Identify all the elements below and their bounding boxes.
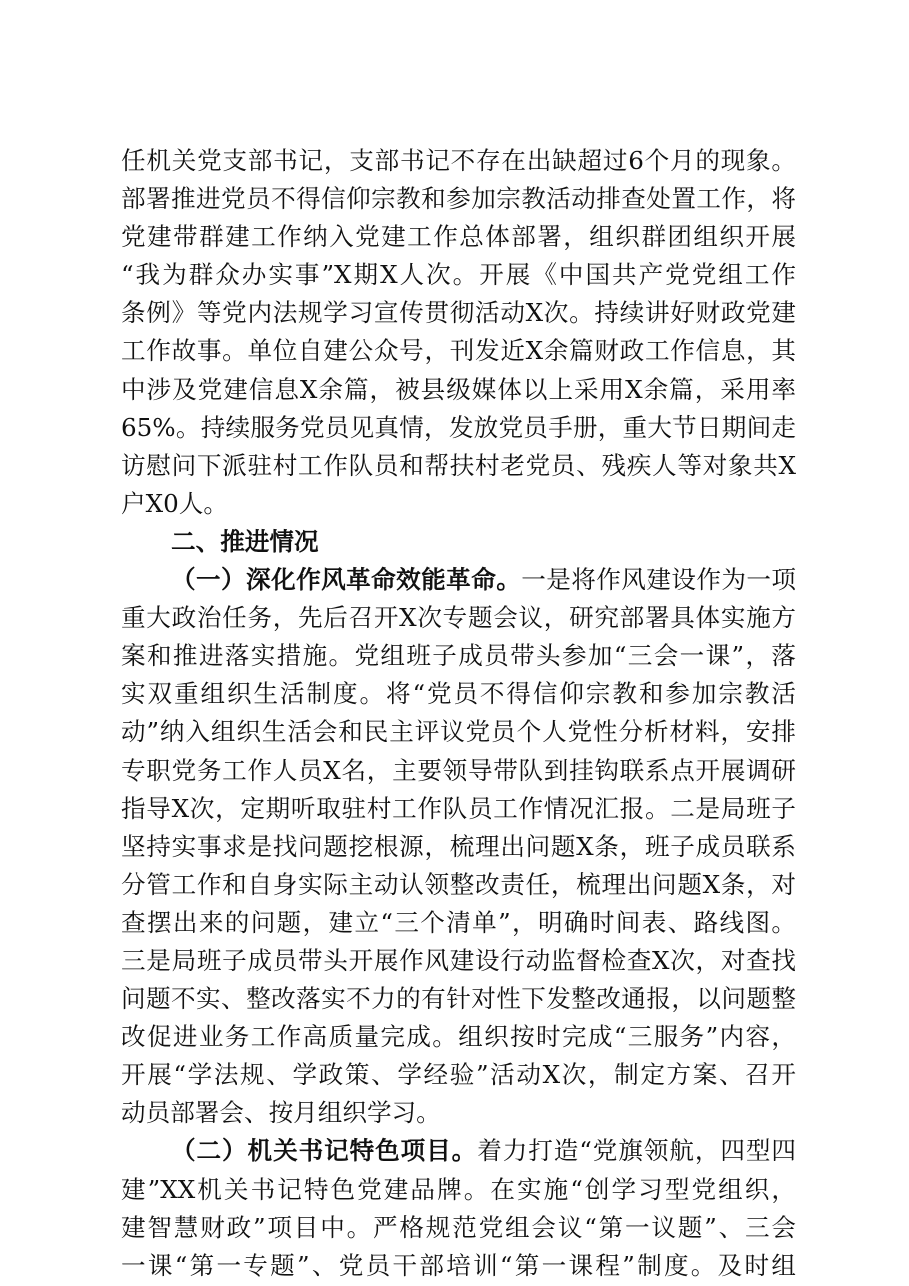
paragraph-first-line	[121, 561, 796, 599]
text-line: 任机关党支部书记，支部书记不存在出缺超过6个月的现象。	[121, 146, 796, 175]
text-line: “我为群众办实事”X期X人次。开展《中国共产党党组工作	[121, 260, 796, 290]
text-line: 重大政治任务，先后召开X次专题会议，研究部署具体实施方	[121, 603, 796, 633]
text-line: 动员部署会、按月组织学习。	[121, 1098, 441, 1128]
text-line: 分管工作和自身实际主动认领整改责任，梳理出问题X条，对	[121, 869, 796, 899]
text-line: 建”XX机关书记特色党建品牌。在实施“创学习型党组织，	[121, 1174, 796, 1204]
text-line: 中涉及党建信息X余篇，被县级媒体以上采用X余篇，采用率	[121, 374, 796, 404]
text-line: 查摆出来的问题，建立“三个清单”，明确时间表、路线图。	[121, 907, 796, 937]
text-line: 户X0人。	[121, 488, 228, 518]
subsection-title: （一）深化作风革命效能革命。	[171, 565, 522, 595]
paragraph-first-line	[121, 1132, 796, 1170]
text-line: 一课“第一专题”、党员干部培训“第一课程”制度。及时组	[121, 1250, 796, 1280]
text-line: 部署推进党员不得信仰宗教和参加宗教活动排查处置工作，将	[121, 184, 796, 214]
text-line: 建智慧财政”项目中。严格规范党组会议“第一议题”、三会	[121, 1212, 796, 1242]
document-body	[121, 142, 796, 1285]
text-run: 着力打造“党旗领航，四型四	[477, 1136, 796, 1166]
text-line: 指导X次，定期听取驻村工作队员工作情况汇报。二是局班子	[121, 793, 796, 823]
text-line: 问题不实、整改落实不力的有针对性下发整改通报，以问题整	[121, 984, 796, 1014]
text-line: 案和推进落实措施。党组班子成员带头参加“三会一课”，落	[121, 641, 796, 671]
text-line: 坚持实事求是找问题挖根源，梳理出问题X条，班子成员联系	[121, 831, 796, 861]
text-run: 一是将作风建设作为一项	[521, 565, 796, 595]
text-line: 专职党务工作人员X名，主要领导带队到挂钩联系点开展调研	[121, 755, 796, 785]
text-line: 开展“学法规、学政策、学经验”活动X次，制定方案、召开	[121, 1060, 796, 1090]
text-line: 65%。持续服务党员见真情，发放党员手册，重大节日期间走	[121, 412, 796, 442]
text-line: 改促进业务工作高质量完成。组织按时完成“三服务”内容，	[121, 1022, 796, 1052]
subsection-title: （二）机关书记特色项目。	[171, 1136, 478, 1166]
text-line: 动”纳入组织生活会和民主评议党员个人党性分析材料，安排	[121, 717, 796, 747]
text-line: 三是局班子成员带头开展作风建设行动监督检查X次，对查找	[121, 945, 796, 975]
text-line: 访慰问下派驻村工作队员和帮扶村老党员、残疾人等对象共X	[121, 450, 796, 480]
section-heading: 二、推进情况	[171, 526, 319, 556]
text-line: 条例》等党内法规学习宣传贯彻活动X次。持续讲好财政党建	[121, 298, 796, 328]
text-line: 实双重组织生活制度。将“党员不得信仰宗教和参加宗教活	[121, 679, 796, 709]
text-line: 工作故事。单位自建公众号，刊发近X余篇财政工作信息，其	[121, 336, 796, 366]
text-line: 党建带群建工作纳入党建工作总体部署，组织群团组织开展	[121, 222, 796, 252]
